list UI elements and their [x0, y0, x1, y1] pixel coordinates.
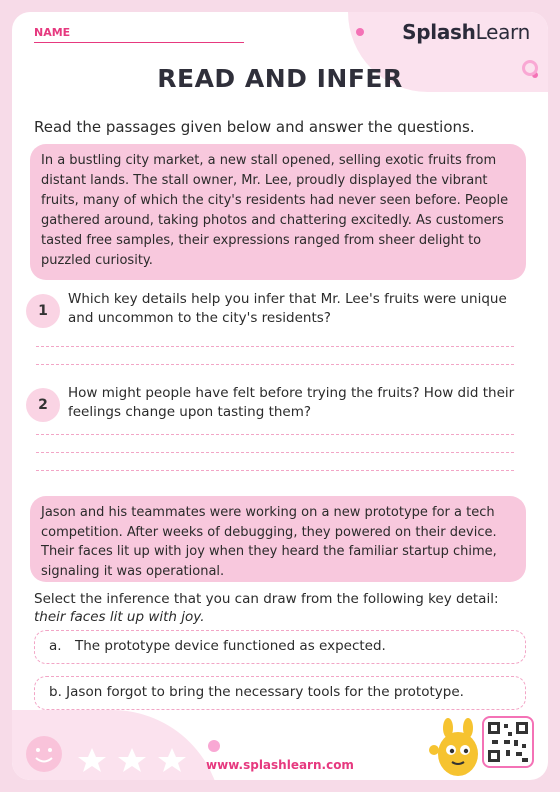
answer-line[interactable]	[36, 470, 514, 471]
passage-1: In a bustling city market, a new stall opened, selling exotic fruits from distant lands. The stall owner, Mr. Lee, proudly displayed the vibrant fruits, many of which the city's residents had never seen before. People gathered around, taking photos and chattering excitedly. As customers tasted free samples, their expressions ranged from sheer delight to puzzled curiosity.	[30, 144, 526, 280]
passage-2: Jason and his teammates were working on a new prototype for a tech competition. After weeks of debugging, they powered on their device. Their faces lit up with joy when they heard the familiar startup chime, signaling it was operational.	[30, 496, 526, 582]
mascot-icon	[426, 714, 490, 778]
answer-line[interactable]	[36, 364, 514, 365]
question-1-text: Which key details help you infer that Mr. Lee's fruits were unique and uncommon to the city's residents?	[68, 291, 507, 326]
splashlearn-logo	[402, 20, 530, 44]
option-a[interactable]	[34, 630, 526, 664]
question-number-1: 1	[26, 294, 60, 328]
option-b-letter: b.	[49, 684, 62, 700]
qr-code-icon	[482, 716, 534, 768]
page-title: READ AND INFER	[157, 64, 403, 93]
question-2-text: How might people have felt before trying the fruits? How did their feelings change upon tasting them?	[68, 385, 515, 420]
decorative-dot	[208, 740, 220, 752]
key-detail: their faces lit up with joy.	[34, 609, 205, 625]
logo-regular-text: Learn	[475, 20, 530, 44]
decorative-dot	[356, 28, 364, 36]
option-b-text: Jason forgot to bring the necessary tools for the prototype.	[66, 684, 464, 700]
option-a-letter: a.	[49, 638, 62, 654]
instructions: Read the passages given below and answer the questions.	[34, 118, 475, 136]
answer-line[interactable]	[36, 434, 514, 435]
worksheet	[12, 12, 548, 780]
answer-line[interactable]	[36, 346, 514, 347]
option-b[interactable]	[34, 676, 526, 710]
logo-bold-text: Splash	[402, 20, 476, 44]
answer-line[interactable]	[36, 452, 514, 453]
select-prompt	[34, 590, 534, 626]
name-field-label: NAME	[34, 26, 244, 43]
website-url: www.splashlearn.com	[206, 758, 354, 772]
option-a-text: The prototype device functioned as expected.	[75, 638, 386, 654]
question-number-2: 2	[26, 388, 60, 422]
select-prompt-text: Select the inference that you can draw from the following key detail:	[34, 591, 499, 607]
decorations-bottom-left	[22, 728, 202, 780]
